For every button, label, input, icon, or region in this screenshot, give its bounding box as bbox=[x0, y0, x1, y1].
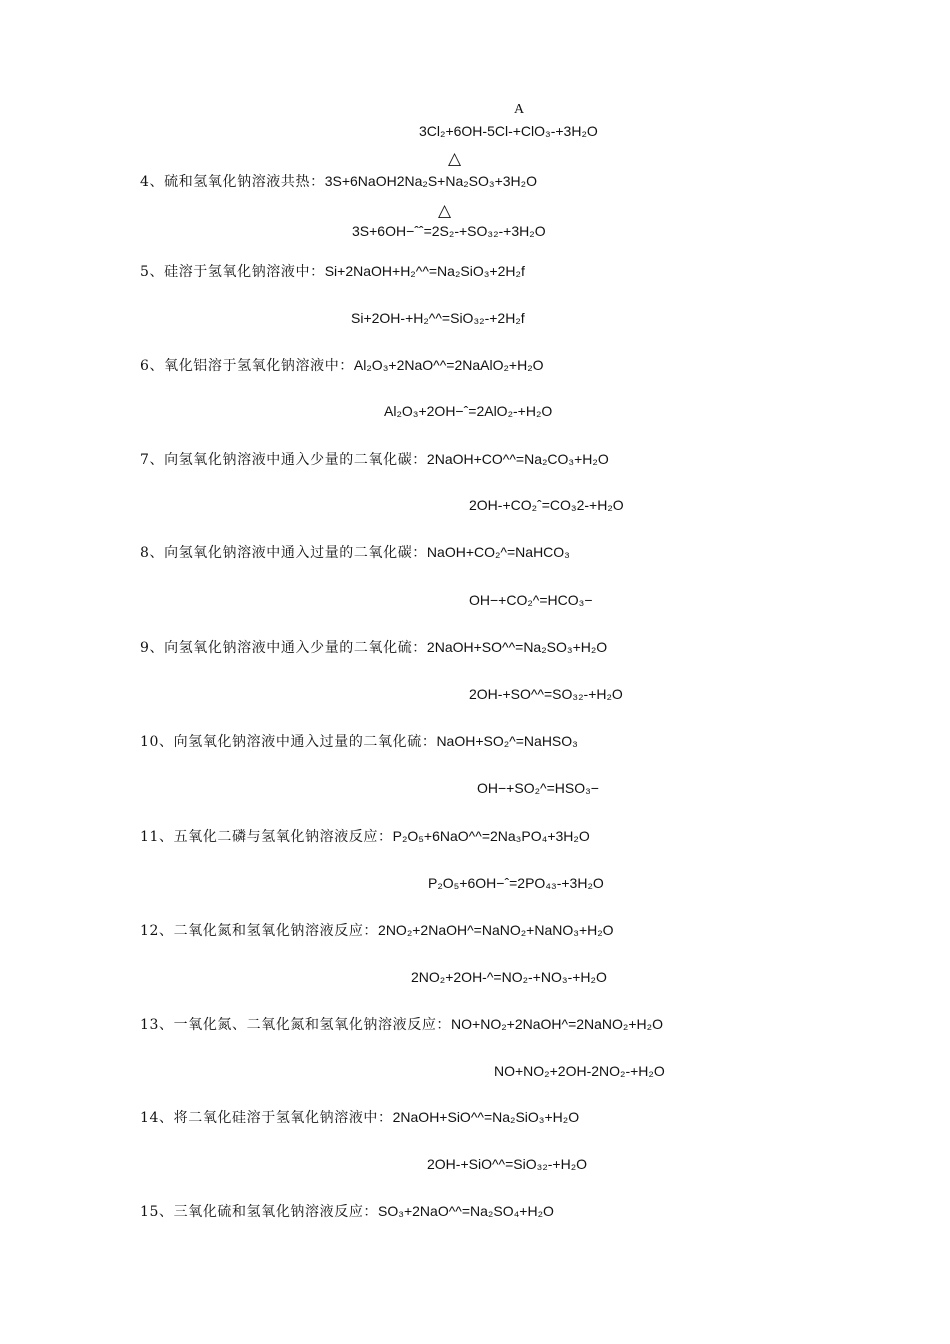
equation-line bbox=[140, 732, 578, 751]
heating-triangle-icon: △ bbox=[438, 201, 452, 221]
equation-line bbox=[494, 1062, 665, 1080]
equation-line bbox=[140, 262, 525, 281]
reaction-description: 向氢氧化钠溶液中通入少量的二氧化碳： bbox=[164, 452, 427, 468]
reaction-description: 一氧化氮、二氧化氮和氢氧化钠溶液反应： bbox=[173, 1017, 452, 1033]
chemical-equation: 2NaOH+SO^^=Na₂SO₃+H₂O bbox=[426, 639, 608, 655]
equation-line bbox=[351, 309, 525, 327]
equation-line bbox=[419, 122, 598, 140]
ionic-equation: 3Cl₂+6OH-5Cl-+ClO₃-+3H₂O bbox=[419, 123, 598, 139]
equation-line bbox=[140, 638, 607, 657]
chemical-equation: NaOH+SO₂^=NaHSO₃ bbox=[436, 733, 578, 749]
chemical-equation: Al₂O₃+2NaO^^=2NaAlO₂+H₂O bbox=[353, 357, 544, 373]
reaction-description: 向氢氧化钠溶液中通入过量的二氧化碳： bbox=[164, 545, 427, 561]
equation-line bbox=[477, 779, 599, 797]
chemical-equation: NaOH+CO₂^=NaHCO₃ bbox=[426, 544, 570, 560]
item-number: 14、 bbox=[140, 1110, 174, 1126]
ionic-equation: Al₂O₃+2OH−ˆ=2AlO₂-+H₂O bbox=[384, 403, 553, 419]
equation-line bbox=[140, 172, 537, 191]
item-number: 15、 bbox=[140, 1204, 174, 1220]
ionic-equation: NO+NO₂+2OH-2NO₂-+H₂O bbox=[494, 1063, 665, 1079]
reaction-description: 五氧化二磷与氢氧化钠溶液反应： bbox=[173, 829, 393, 845]
item-number: 6、 bbox=[140, 358, 165, 374]
equation-line bbox=[140, 543, 570, 562]
ionic-equation: 2OH-+CO₂ˆ=CO₃2-+H₂O bbox=[469, 497, 624, 513]
ionic-equation: 3S+6OH−ˆˆ=2S₂-+SO₃₂-+3H₂O bbox=[352, 223, 546, 239]
chemical-equation: 2NaOH+SiO^^=Na₂SiO₃+H₂O bbox=[392, 1109, 580, 1125]
item-number: 10、 bbox=[140, 734, 174, 750]
equation-line bbox=[427, 1155, 587, 1173]
reaction-description: 硫和氢氧化钠溶液共热： bbox=[164, 174, 325, 190]
chemical-equation: Si+2NaOH+H₂^^=Na₂SiO₃+2H₂f bbox=[324, 263, 525, 279]
equation-line bbox=[469, 496, 624, 514]
chemical-equation: 2NO₂+2NaOH^=NaNO₂+NaNO₃+H₂O bbox=[378, 922, 614, 938]
reaction-description: 向氢氧化钠溶液中通入过量的二氧化硫： bbox=[173, 734, 437, 750]
item-number: 12、 bbox=[140, 923, 174, 939]
equation-line bbox=[411, 968, 607, 986]
equation-line bbox=[384, 402, 552, 420]
ionic-equation: P₂O₅+6OH−ˆ=2PO₄₃-+3H₂O bbox=[428, 875, 604, 891]
reaction-description: 向氢氧化钠溶液中通入少量的二氧化硫： bbox=[164, 640, 427, 656]
reaction-condition-mark: A bbox=[514, 102, 525, 117]
equation-line bbox=[140, 921, 614, 940]
chemical-equation: SO₃+2NaO^^=Na₂SO₄+H₂O bbox=[378, 1203, 554, 1219]
equation-line bbox=[140, 356, 544, 375]
item-number: 4、 bbox=[140, 174, 165, 190]
ionic-equation: 2NO₂+2OH-^=NO₂-+NO₃-+H₂O bbox=[411, 969, 607, 985]
equation-line bbox=[428, 874, 604, 892]
ionic-equation: OH−+SO₂^=HSO₃− bbox=[477, 780, 599, 796]
equation-line bbox=[140, 1202, 554, 1221]
reaction-description: 将二氧化硅溶于氢氧化钠溶液中： bbox=[173, 1110, 393, 1126]
chemical-equation: NO+NO₂+2NaOH^=2NaNO₂+H₂O bbox=[451, 1016, 663, 1032]
item-number: 9、 bbox=[140, 640, 165, 656]
equation-line bbox=[140, 1108, 579, 1127]
reaction-description: 氧化铝溶于氢氧化钠溶液中： bbox=[164, 358, 354, 374]
equation-line bbox=[469, 685, 623, 703]
ionic-equation: OH−+CO₂^=HCO₃− bbox=[469, 592, 593, 608]
equation-line bbox=[469, 591, 593, 609]
heating-triangle-icon: △ bbox=[448, 149, 462, 169]
chemical-equation: 3S+6NaOH2Na₂S+Na₂SO₃+3H₂O bbox=[324, 173, 537, 189]
chemical-equation: P₂O₅+6NaO^^=2Na₃PO₄+3H₂O bbox=[392, 828, 590, 844]
reaction-description: 二氧化氮和氢氧化钠溶液反应： bbox=[173, 923, 379, 939]
chemical-equation: 2NaOH+CO^^=Na₂CO₃+H₂O bbox=[426, 451, 609, 467]
item-number: 13、 bbox=[140, 1017, 174, 1033]
reaction-description: 硅溶于氢氧化钠溶液中： bbox=[164, 264, 325, 280]
equation-line bbox=[140, 1015, 663, 1034]
equation-line bbox=[140, 827, 590, 846]
equation-line bbox=[352, 222, 546, 240]
item-number: 5、 bbox=[140, 264, 165, 280]
item-number: 7、 bbox=[140, 452, 165, 468]
ionic-equation: Si+2OH-+H₂^^=SiO₃₂-+2H₂f bbox=[351, 310, 525, 326]
reaction-description: 三氧化硫和氢氧化钠溶液反应： bbox=[173, 1204, 379, 1220]
item-number: 11、 bbox=[140, 829, 174, 845]
equation-line bbox=[140, 450, 609, 469]
ionic-equation: 2OH-+SO^^=SO₃₂-+H₂O bbox=[469, 686, 623, 702]
item-number: 8、 bbox=[140, 545, 165, 561]
ionic-equation: 2OH-+SiO^^=SiO₃₂-+H₂O bbox=[427, 1156, 588, 1172]
